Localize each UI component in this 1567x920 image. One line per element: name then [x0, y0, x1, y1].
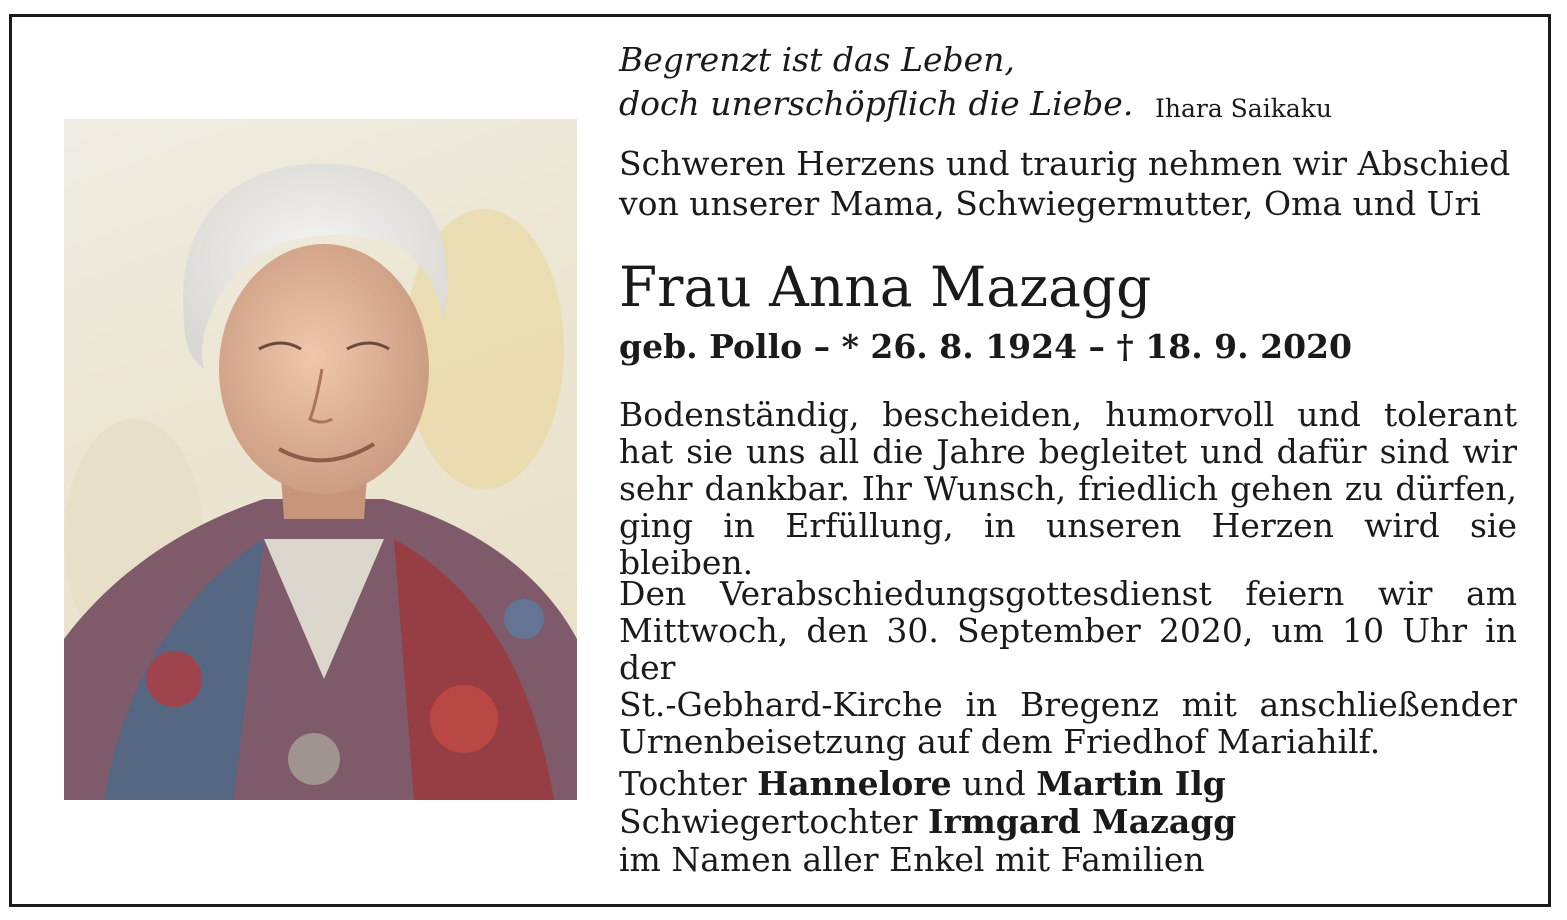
- mourner-line: [619, 765, 1517, 803]
- tribute-line: Bodenständig, bescheiden, humorvoll und tolerant: [619, 395, 1517, 434]
- relation-label: Schwiegertochter: [619, 802, 929, 841]
- mourner-line: im Namen aller Enkel mit Familien: [619, 840, 1205, 879]
- service-line: Mittwoch, den 30. September 2020, um 10 Uhr in der: [619, 611, 1517, 687]
- intro-text: [619, 144, 1517, 224]
- mourner-line: [619, 803, 1517, 841]
- conjunction: und: [951, 764, 1037, 803]
- tribute-line: hat sie uns all die Jahre begleitet und dafür sind wir: [619, 432, 1517, 471]
- portrait-photo: [64, 119, 577, 800]
- deceased-name: Frau Anna Mazagg: [619, 255, 1152, 319]
- intro-line: von unserer Mama, Schwiegermutter, Oma und Uri: [619, 184, 1481, 223]
- service-line: Den Verabschiedungsgottesdienst feiern wir am: [619, 574, 1517, 613]
- mourner-name: Martin Ilg: [1036, 764, 1226, 803]
- quote-author: Ihara Saikaku: [1155, 94, 1333, 123]
- mourner-name: Irmgard Mazagg: [928, 802, 1237, 841]
- service-line: Urnenbeisetzung auf dem Friedhof Mariahilf.: [619, 722, 1381, 761]
- mourner-name: Hannelore: [757, 764, 952, 803]
- quote-line: doch unerschöpflich die Liebe.: [619, 84, 1134, 123]
- quote-line: Begrenzt ist das Leben,: [619, 40, 1015, 79]
- service-line: St.-Gebhard-Kirche in Bregenz mit anschließender: [619, 685, 1517, 724]
- intro-line: Schweren Herzens und traurig nehmen wir Abschied: [619, 144, 1511, 183]
- service-paragraph: [619, 575, 1517, 760]
- memorial-quote: [619, 38, 1517, 126]
- relation-label: Tochter: [619, 764, 758, 803]
- tribute-paragraph: [619, 396, 1517, 581]
- tribute-line: ging in Erfüllung, in unseren Herzen wird sie bleiben.: [619, 506, 1517, 582]
- birth-death-dates: geb. Pollo – * 26. 8. 1924 – † 18. 9. 2020: [619, 327, 1352, 366]
- tribute-line: sehr dankbar. Ihr Wunsch, friedlich gehen zu dürfen,: [619, 469, 1517, 508]
- mourners-list: [619, 765, 1517, 879]
